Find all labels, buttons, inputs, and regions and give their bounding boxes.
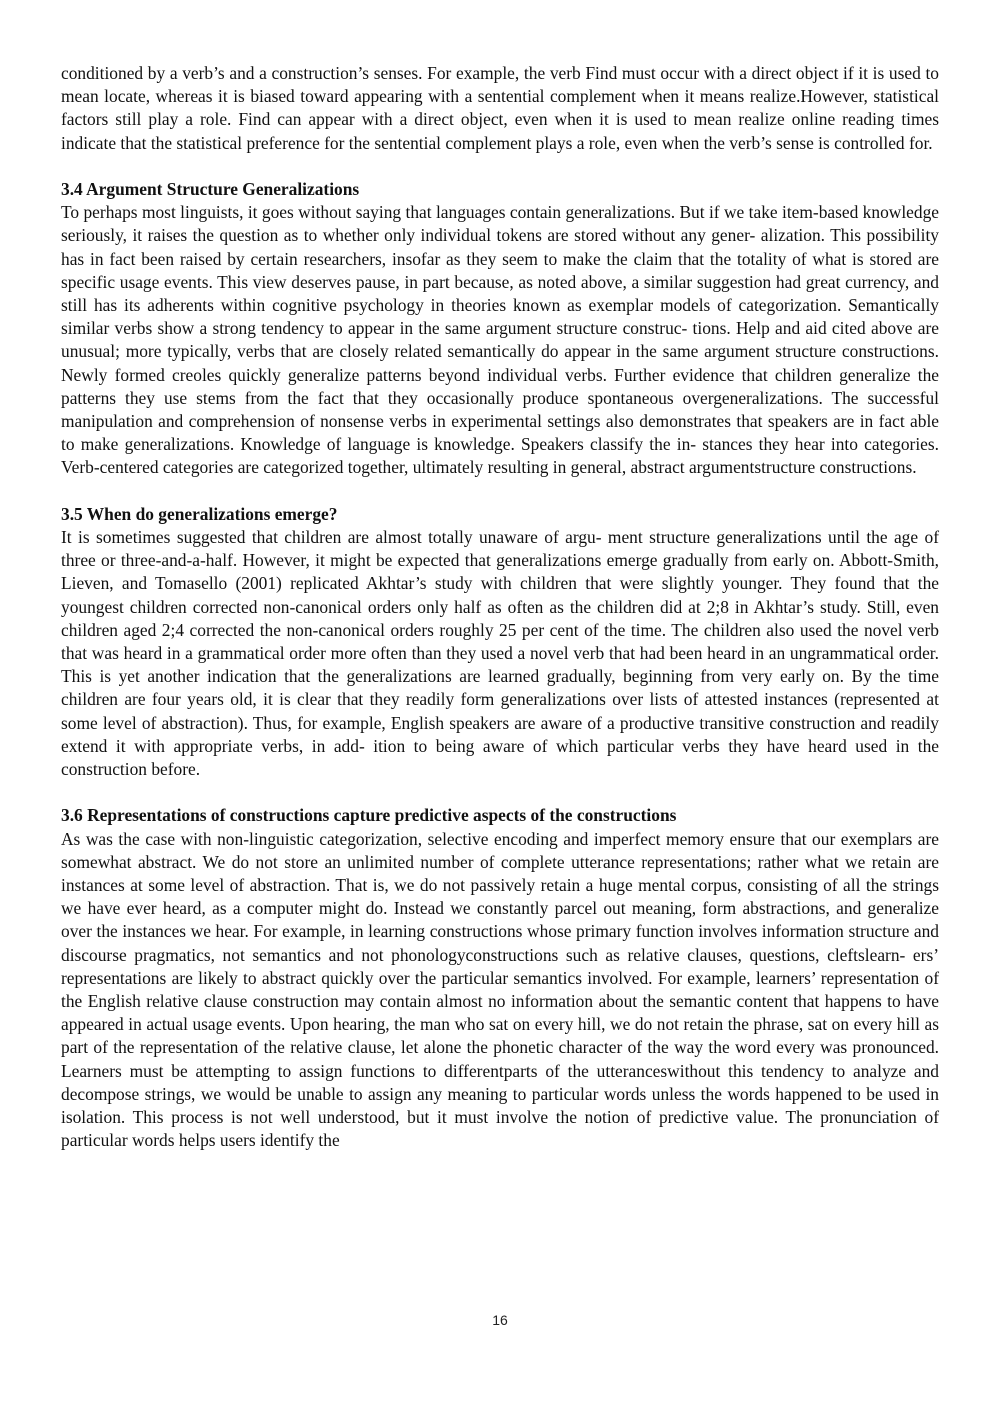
- section-body: To perhaps most linguists, it goes without saying that languages contain generalizations. But if we take item-based knowledge seriously, it raises the question as to whether only individual tokens are stored without any gener- alization. This possibility has in fact been raised by certain researchers, insofar as they seem to make the claim that the totality of what is stored are specific usage events. This view deserves pause, in part because, as noted above, a similar suggestion had great currency, and still has its adherents within cognitive psychology in theories known as exemplar models of categorization. Semantically similar verbs show a strong tendency to appear in the same argument structure construc- tions. Help and aid cited above are unusual; more typically, verbs that are closely related semantically do appear in the same argument structure constructions. Newly formed creoles quickly generalize patterns beyond individual verbs. Further evidence that children generalize the patterns they use stems from the fact that they occasionally produce spontaneous overgeneralizations. The successful manipulation and comprehension of nonsense verbs in experimental settings also demonstrates that speakers are in fact able to make generalizations. Knowledge of language is knowledge. Speakers classify the in- stances they hear into categories. Verb-centered categories are categorized together, ultimately resulting in general, abstract argumentstructure constructions.: [61, 202, 939, 478]
- document-page: [61, 62, 939, 1153]
- section-3-4: [61, 178, 939, 480]
- section-heading: 3.6 Representations of constructions capture predictive aspects of the constructions: [61, 805, 677, 826]
- page-number: 16: [492, 1312, 508, 1328]
- section-3-5: [61, 503, 939, 781]
- section-heading: 3.4 Argument Structure Generalizations: [61, 179, 360, 199]
- section-body: As was the case with non-linguistic categorization, selective encoding and imperfect memory ensure that our exemplars are somewhat abstract. We do not store an unlimited number of complete utterance representations; rather what we retain are instances at some level of abstraction. That is, we do not passively retain a huge mental corpus, consisting of all the strings we have ever heard, as a computer might do. Instead we constantly parcel out meaning, form abstractions, and generalize over the instances we hear. For example, in learning constructions whose primary function involves information structure and discourse pragmatics, not semantics and not phonologyconstructions such as relative clauses, questions, cleftslearn- ers’ representations are likely to abstract quickly over the particular semantics involved. For example, learners’ representation of the English relative clause construction may contain almost no information about the semantic content that happens to have appeared in actual usage events. Upon hearing, the man who sat on every hill, we do not retain the phrase, sat on every hill as part of the representation of the relative clause, let alone the phonetic character of the way the word every was pronounced. Learners must be attempting to assign functions to differentparts of the utteranceswithout this tendency to analyze and decompose strings, we would be unable to assign any meaning to particular words unless the words happened to be used in isolation. This process is not well understood, but it must involve the notion of predictive value. The pronunciation of particular words helps users identify the: [61, 828, 939, 1151]
- intro-paragraph: conditioned by a verb’s and a construction’s senses. For example, the verb Find must occur with a direct object if it is used to mean locate, whereas it is biased toward appearing with a sentential complement when it means realize.However, statistical factors still play a role. Find can appear with a direct object, even when it is used to mean realize online reading times indicate that the statistical preference for the sentential complement plays a role, even when the verb’s sense is controlled for.: [61, 63, 939, 153]
- section-heading: 3.5 When do generalizations emerge?: [61, 503, 338, 524]
- section-3-6: [61, 804, 939, 1152]
- section-body: It is sometimes suggested that children are almost totally unaware of argu- ment structure generalizations until the age of three or three-and-a-half. However, it might be expected that generalizations emerge gradually from early on. Abbott-Smith, Lieven, and Tomasello (2001) replicated Akhtar’s study with children that were slightly younger. They found that the youngest children corrected non-canonical orders only half as often as the children did at 2;8 in Akhtar’s study. Still, even children aged 2;4 corrected the non-canonical orders roughly 25 per cent of the time. The children also used the novel verb that was heard in a grammatical order more often than they used a novel verb that had been heard in an ungrammatical order. This is yet another indication that the generalizations are learned gradually, beginning from very early on. By the time children are four years old, it is clear that they readily form generalizations over lists of attested instances (represented at some level of abstraction). Thus, for example, English speakers are aware of a productive transitive construction and readily extend it with appropriate verbs, in add- ition to being aware of which particular verbs they have heard used in the construction before.: [61, 527, 939, 780]
